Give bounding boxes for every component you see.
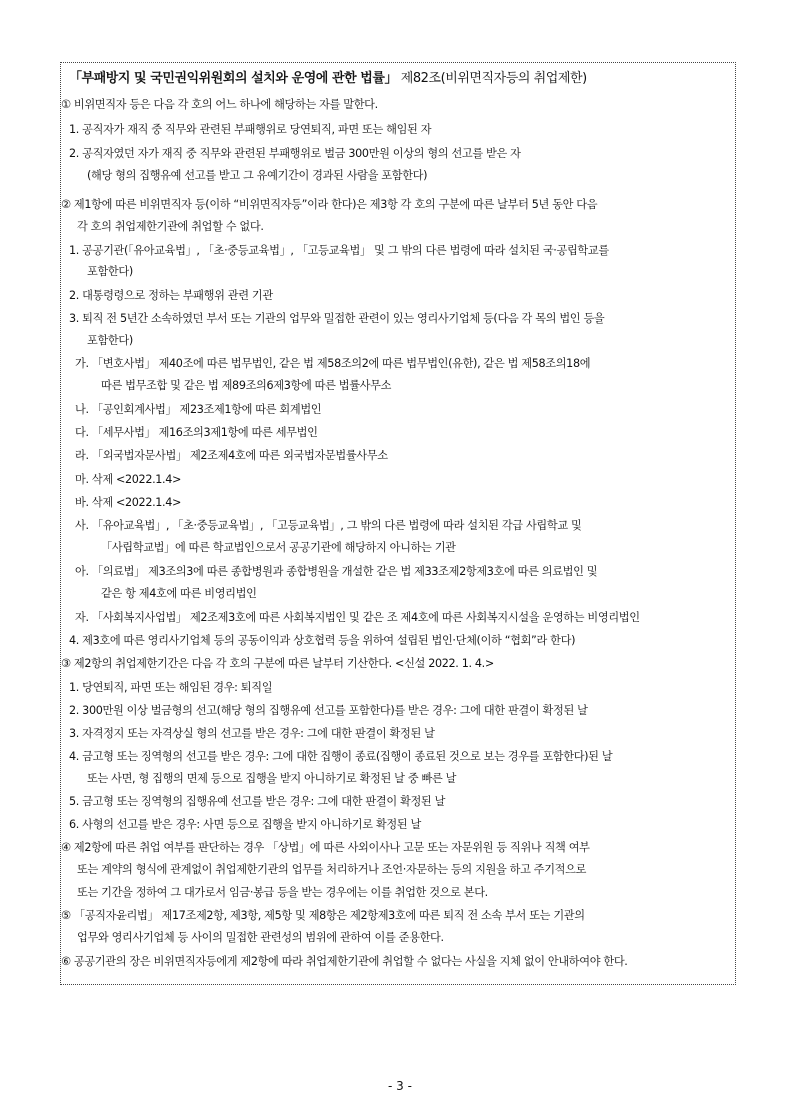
sub-item-a-cont: 같은 항 제4호에 따른 비영리법인 xyxy=(101,587,257,600)
para-2-item-4: 4. 제3호에 따른 영리사기업체 등의 공동이익과 상호협력 등을 위하여 설립된 법인·단체(이하 “협회”라 한다) xyxy=(69,634,576,647)
page-number: - 3 - xyxy=(388,1079,412,1093)
sub-item-ga: 가. 「변호사법」 제40조에 따른 법무법인, 같은 법 제58조의2에 따른 법무법인(유한), 같은 법 제58조의18에 xyxy=(75,357,591,370)
law-excerpt-box xyxy=(60,62,736,985)
para-2-item-3-cont: 포함한다) xyxy=(87,334,133,347)
sub-item-a: 아. 「의료법」 제3조의3에 따른 종합병원과 종합병원을 개설한 같은 법 제33조제2항제3호에 따른 의료법인 및 xyxy=(75,565,598,578)
sub-item-sa-cont: 「사립학교법」에 따른 학교법인으로서 공공기관에 해당하지 아니하는 기관 xyxy=(101,541,456,554)
para-2-item-1: 1. 공공기관(「유아교육법」, 「초·중등교육법」, 「고등교육법」 및 그 밖의 다른 법령에 따라 설치된 국·공립학교를 xyxy=(69,244,609,257)
para-1: ① 비위면직자 등은 다음 각 호의 어느 하나에 해당하는 자를 말한다. xyxy=(61,98,378,111)
article-title: 제82조(비위면직자등의 취업제한) xyxy=(397,71,587,86)
title-line xyxy=(69,71,587,87)
para-4-cont-1: 또는 계약의 형식에 관계없이 취업제한기관의 업무를 처리하거나 조언·자문하는 등의 지원을 하고 주기적으로 xyxy=(77,863,587,876)
para-3-item-1: 1. 당연퇴직, 파면 또는 해임된 경우: 퇴직일 xyxy=(69,681,273,694)
para-4-cont-2: 또는 기간을 정하여 그 대가로서 임금·봉급 등을 받는 경우에는 이를 취업한 것으로 본다. xyxy=(77,886,488,899)
para-3: ③ 제2항의 취업제한기간은 다음 각 호의 구분에 따른 날부터 기산한다. <신설 2022. 1. 4.> xyxy=(61,657,494,670)
sub-item-ga-cont: 따른 법무조합 및 같은 법 제89조의6제3항에 따른 법률사무소 xyxy=(101,379,392,392)
para-1-item-1: 1. 공직자가 재직 중 직무와 관련된 부패행위로 당연퇴직, 파면 또는 해임된 자 xyxy=(69,123,432,136)
para-3-item-3: 3. 자격정지 또는 자격상실 형의 선고를 받은 경우: 그에 대한 판결이 확정된 날 xyxy=(69,727,435,740)
para-4: ④ 제2항에 따른 취업 여부를 판단하는 경우 「상법」에 따른 사외이사나 고문 또는 자문위원 등 직위나 직책 여부 xyxy=(61,841,590,854)
sub-item-da: 다. 「세무사법」 제16조의3제1항에 따른 세무법인 xyxy=(75,426,318,439)
para-5-cont: 업무와 영리사기업체 등 사이의 밀접한 관련성의 범위에 관하여 이를 준용한다. xyxy=(77,931,444,944)
para-3-item-2: 2. 300만원 이상 벌금형의 선고(해당 형의 집행유예 선고를 포함한다)를 받은 경우: 그에 대한 판결이 확정된 날 xyxy=(69,704,588,717)
para-2: ② 제1항에 따른 비위면직자 등(이하 “비위면직자등”이라 한다)은 제3항 각 호의 구분에 따른 날부터 5년 동안 다음 xyxy=(61,198,598,211)
para-1-item-2-cont: (해당 형의 집행유예 선고를 받고 그 유예기간이 경과된 사람을 포함한다) xyxy=(87,169,428,182)
sub-item-na: 나. 「공인회계사법」 제23조제1항에 따른 회계법인 xyxy=(75,403,322,416)
sub-item-ra: 라. 「외국법자문사법」 제2조제4호에 따른 외국법자문법률사무소 xyxy=(75,449,388,462)
sub-item-ja: 자. 「사회복지사업법」 제2조제3호에 따른 사회복지법인 및 같은 조 제4호에 따른 사회복지시설을 운영하는 비영리법인 xyxy=(75,611,640,624)
para-5: ⑤ 「공직자윤리법」 제17조제2항, 제3항, 제5항 및 제8항은 제2항제3호에 따른 퇴직 전 소속 부서 또는 기관의 xyxy=(61,909,585,922)
para-2-cont: 각 호의 취업제한기관에 취업할 수 없다. xyxy=(77,220,264,233)
law-title: 「부패방지 및 국민권익위원회의 설치와 운영에 관한 법률」 xyxy=(69,71,398,86)
para-3-item-4: 4. 금고형 또는 징역형의 선고를 받은 경우: 그에 대한 집행이 종료(집행이 종료된 것으로 보는 경우를 포함한다)된 날 xyxy=(69,750,613,763)
para-3-item-6: 6. 사형의 선고를 받은 경우: 사면 등으로 집행을 받지 아니하기로 확정된 날 xyxy=(69,818,421,831)
para-6: ⑥ 공공기관의 장은 비위면직자등에게 제2항에 따라 취업제한기관에 취업할 수 없다는 사실을 지체 없이 안내하여야 한다. xyxy=(61,955,628,968)
para-3-item-4-cont: 또는 사면, 형 집행의 면제 등으로 집행을 받지 아니하기로 확정된 날 중 빠른 날 xyxy=(87,772,457,785)
sub-item-ba: 바. 삭제 <2022.1.4> xyxy=(75,496,182,509)
para-3-item-5: 5. 금고형 또는 징역형의 집행유예 선고를 받은 경우: 그에 대한 판결이 확정된 날 xyxy=(69,795,446,808)
para-2-item-3: 3. 퇴직 전 5년간 소속하였던 부서 또는 기관의 업무와 밀접한 관련이 있는 영리사기업체 등(다음 각 목의 법인 등을 xyxy=(69,312,605,325)
sub-item-sa: 사. 「유아교육법」, 「초·중등교육법」, 「고등교육법」, 그 밖의 다른 법령에 따라 설치된 각급 사립학교 및 xyxy=(75,519,582,532)
para-2-item-1-cont: 포함한다) xyxy=(87,265,133,278)
para-2-item-2: 2. 대통령령으로 정하는 부패행위 관련 기관 xyxy=(69,289,273,302)
para-1-item-2: 2. 공직자였던 자가 재직 중 직무와 관련된 부패행위로 벌금 300만원 이상의 형의 선고를 받은 자 xyxy=(69,147,521,160)
sub-item-ma: 마. 삭제 <2022.1.4> xyxy=(75,473,182,486)
